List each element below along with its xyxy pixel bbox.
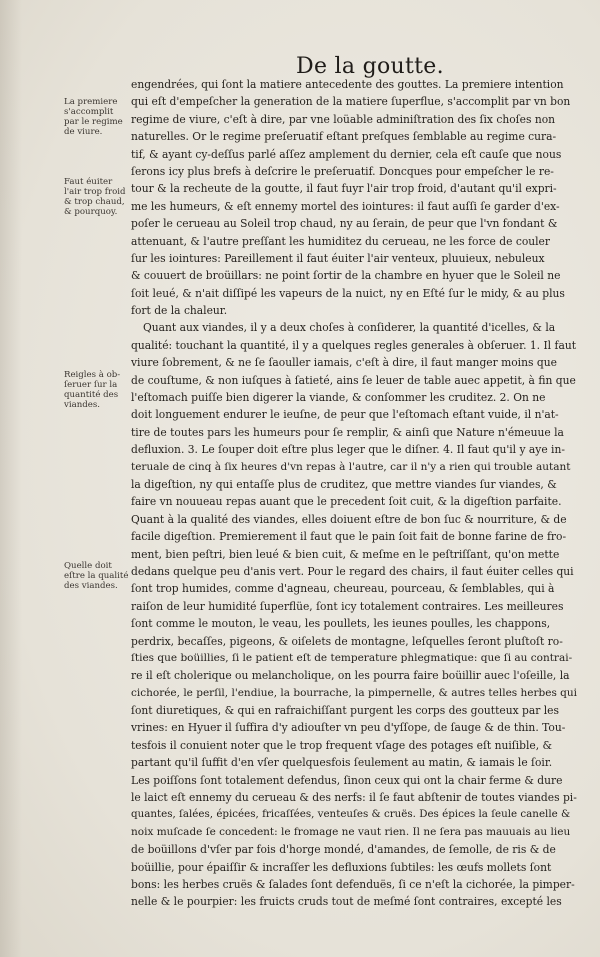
text-line: facile digeſtion. Premierement il faut que le pain ſoit fait de bonne farine de fro- bbox=[131, 530, 567, 544]
text-line: ment, bien peſtri, bien leué & bien cuit, & meſme en le peſtriſſant, qu'on mette bbox=[131, 547, 560, 561]
margin-note-line: Quelle doit bbox=[64, 561, 112, 571]
text-line: quantes, ſalées, épicées, fricaſſées, venteuſes & cruës. Des épices la ſeule canelle & bbox=[131, 808, 571, 821]
text-line: noix muſcade ſe concedent: le fromage ne vaut rien. Il ne ſera pas mauuais au lieu bbox=[131, 825, 571, 838]
text-line: poſer le cerueau au Soleil trop chaud, ny au ſerain, de peur que l'vn fondant & bbox=[131, 217, 558, 231]
text-line: l'eſtomach puiſſe bien digerer la viande, & conſommer les cruditez. 2. On ne bbox=[131, 391, 546, 405]
text-line: attenuant, & l'autre preſſant les humiditez du cerueau, ne les force de couler bbox=[131, 234, 550, 248]
text-line: ſur les iointures: Pareillement il faut éuiter l'air venteux, pluuieux, nebuleux bbox=[131, 251, 545, 265]
text-line: cichorée, le perſil, l'endiue, la bourrache, la pimpernelle, & autres telles herbes qui bbox=[131, 686, 577, 699]
text-line: regime de viure, c'eſt à dire, par vne loüable adminiſtration des ſix choſes non bbox=[131, 112, 556, 126]
text-line: de boüillons d'vſer par fois d'horge mondé, d'amandes, de ſemolle, de ris & de bbox=[131, 843, 556, 857]
text-line: re il eſt cholerique ou melancholique, on les pourra faire boüillir auec l'oſeille, la bbox=[131, 669, 570, 683]
margin-note-2 bbox=[64, 177, 126, 217]
margin-note-line: Faut éuiter bbox=[64, 177, 113, 187]
page-title: De la goutte. bbox=[296, 54, 444, 79]
text-line: tif, & ayant cy-deſſus parlé aſſez amplement du dernier, cela eſt cauſe que nous bbox=[131, 147, 562, 161]
text-line: ſoit leué, & n'ait diſſipé les vapeurs de la nuict, ny en Eſté ſur le midy, & au plus bbox=[131, 286, 565, 300]
text-line: defluxion. 3. Le ſouper doit eſtre plus leger que le diſner. 4. Il faut qu'il y aye in- bbox=[131, 443, 565, 457]
text-line: Quant aux viandes, il y a deux choſes à conſiderer, la quantité d'icelles, & la bbox=[143, 321, 556, 335]
margin-note-line: & pourquoy. bbox=[64, 207, 118, 217]
text-line: la digeſtion, ny qui entaſſe plus de cruditez, que mettre viandes ſur viandes, & bbox=[131, 477, 557, 491]
text-line: partant qu'il ſuffit d'en vſer quelquesfois ſeulement au matin, & iamais le ſoir. bbox=[131, 756, 553, 770]
text-line: naturelles. Or le regime preſeruatif eſtant preſques ſemblable au regime cura- bbox=[131, 130, 557, 144]
text-line: ſont diuretiques, & qui en rafraichiſſant purgent les corps des goutteux par les bbox=[131, 704, 559, 718]
text-line: Quant à la qualité des viandes, elles doiuent eſtre de bon ſuc & nourriture, & de bbox=[131, 512, 567, 526]
text-line: raiſon de leur humidité ſuperflüe, ſont icy totalement contraires. Les meilleures bbox=[131, 599, 564, 613]
text-line: doit longuement endurer le ieuſne, de peur que l'eſtomach eſtant vuide, il n'at- bbox=[131, 408, 559, 422]
margin-note-line: quantité des bbox=[64, 390, 119, 400]
margin-note-line: Reigles à ob- bbox=[64, 370, 121, 380]
text-line: tesfois il conuient noter que le trop frequent vſage des potages eſt nuiſible, & bbox=[131, 738, 553, 752]
text-line: engendrées, qui ſont la matiere antecedente des gouttes. La premiere intention bbox=[131, 78, 564, 91]
text-line: & couuert de broüillars: ne point ſortir de la chambre en hyuer que le Soleil ne bbox=[131, 269, 561, 283]
text-line: bons: les herbes cruës & ſalades ſont defenduës, ſi ce n'eſt la cichorée, la pimper- bbox=[131, 877, 575, 891]
margin-note-line: l'air trop froid bbox=[64, 187, 126, 197]
text-line: tour & la recheute de la goutte, il faut fuyr l'air trop froid, d'autant qu'il expri- bbox=[131, 182, 557, 196]
margin-note-line: s'accomplit bbox=[64, 107, 114, 117]
margin-note-line: par le regime bbox=[64, 117, 123, 127]
margin-note-line: La premiere bbox=[64, 97, 118, 107]
margin-note-line: viandes. bbox=[64, 400, 100, 410]
text-line: me les humeurs, & eſt ennemy mortel des iointures: il faut auſſi ſe garder d'ex- bbox=[131, 199, 560, 213]
margin-note-1 bbox=[64, 97, 126, 137]
text-line: vrines: en Hyuer il ſuffira d'y adiouſter vn peu d'yſſope, de ſauge & de thin. Tou- bbox=[131, 721, 566, 735]
margin-note-line: & trop chaud, bbox=[64, 197, 125, 207]
text-line: viure ſobrement, & ne ſe ſaouller iamais, c'eſt à dire, il faut manger moins que bbox=[131, 356, 557, 370]
text-line: Les poiſſons ſont totalement defendus, ſinon ceux qui ont la chair ferme & dure bbox=[131, 773, 563, 787]
margin-note-line: des viandes. bbox=[64, 581, 118, 591]
binding-shadow bbox=[0, 0, 22, 957]
text-line: ſties que boüillies, ſi le patient eſt de temperature phlegmatique: que ſi au contrai- bbox=[131, 651, 573, 664]
text-line: teruale de cinq à ſix heures d'vn repas à l'autre, car il n'y a rien qui trouble autant bbox=[131, 460, 571, 473]
text-line: nelle & le pourpier: les fruicts cruds tout de meſmé ſont contraires, excepté les bbox=[131, 895, 562, 909]
text-line: dedans quelque peu d'anis vert. Pour le regard des chairs, il faut éuiter celles qui bbox=[131, 564, 574, 578]
text-line: de couſtume, & non iuſques à ſatieté, ains ſe leuer de table auec appetit, à fin que bbox=[131, 373, 576, 387]
margin-note-line: eſtre la qualité bbox=[64, 571, 129, 581]
margin-note-3 bbox=[64, 370, 126, 410]
margin-note-line: de viure. bbox=[64, 127, 103, 137]
text-line: ſont comme le mouton, le veau, les poullets, les ieunes poulles, les chappons, bbox=[131, 617, 551, 631]
text-line: faire vn nouueau repas auant que le precedent ſoit cuit, & la digeſtion parfaite. bbox=[131, 495, 562, 509]
text-line: ſerons icy plus brefs à deſcrire le preſeruatif. Doncques pour empeſcher le re- bbox=[131, 164, 554, 178]
margin-note-line: ſeruer ſur la bbox=[64, 380, 118, 390]
text-line: qui eſt d'empeſcher la generation de la matiere ſuperflue, s'accomplit par vn bon bbox=[131, 95, 571, 109]
text-line: ſont trop humides, comme d'agneau, cheureau, pourceau, & ſemblables, qui à bbox=[131, 582, 555, 596]
body-text bbox=[131, 76, 577, 911]
text-line: le laict eſt ennemy du cerueau & des nerfs: il ſe faut abſtenir de toutes viandes pi- bbox=[131, 791, 577, 805]
text-line: boüillie, pour épaiſſir & incraſſer les defluxions ſubtiles: les œufs mollets ſont bbox=[131, 860, 552, 874]
text-line: qualité: touchant la quantité, il y a quelques regles generales à obſeruer. 1. Il faut bbox=[131, 338, 576, 352]
margin-note-4 bbox=[64, 561, 129, 591]
text-line: fort de la chaleur. bbox=[131, 304, 228, 318]
text-line: perdrix, becaſſes, pigeons, & oiſelets de montagne, leſquelles ſeront pluſtoſt ro- bbox=[131, 634, 563, 648]
text-line: tire de toutes pars les humeurs pour ſe remplir, & ainſi que Nature n'émeuue la bbox=[131, 425, 564, 439]
